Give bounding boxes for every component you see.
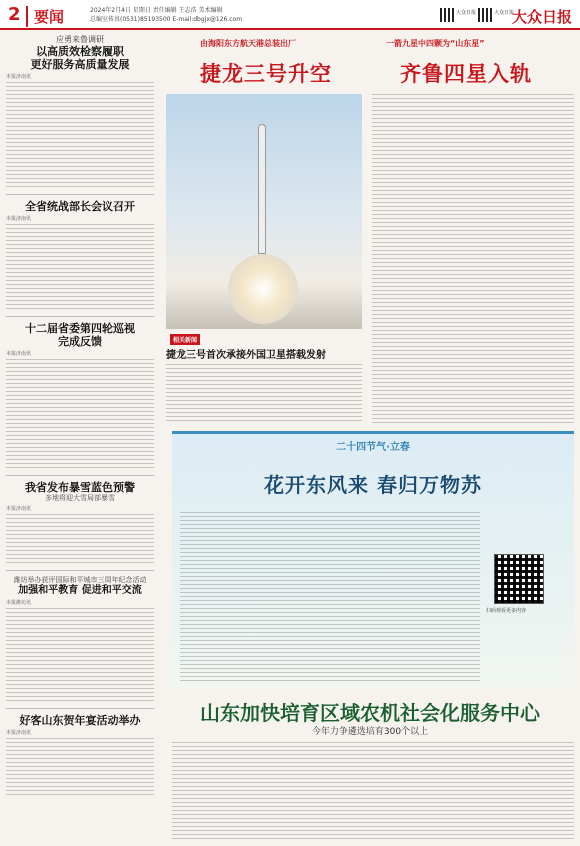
article-body [6, 224, 154, 312]
article-body [6, 738, 154, 798]
article[interactable] [6, 322, 154, 476]
article-byline: 本报济南讯 [6, 74, 32, 80]
section-name: 要闻 [26, 6, 64, 27]
spring-feature-box[interactable] [172, 431, 574, 689]
photo-caption[interactable]: 捷龙三号首次承接外国卫星搭载发射 [166, 350, 326, 361]
top-story-kicker: 由海阳东方航天港总装出厂 [200, 39, 296, 48]
qr-code-icon[interactable] [478, 8, 492, 22]
article-body [6, 514, 154, 566]
launch-smoke [228, 254, 298, 324]
article-body [6, 359, 154, 471]
article-title[interactable]: 全省统战部长会议召开 [25, 200, 135, 213]
info-line-1: 2024年2月4日 星期日 责任编辑 王志浩 美术编辑 [90, 7, 223, 14]
article-byline: 本报潍坊讯 [6, 600, 32, 606]
rocket-launch-photo[interactable] [166, 94, 362, 329]
rocket-icon [258, 124, 266, 254]
top-story-body [166, 364, 362, 424]
article[interactable] [6, 576, 154, 709]
left-column [0, 34, 160, 846]
article-byline: 本报济南讯 [6, 730, 32, 736]
spring-body [180, 512, 480, 682]
article[interactable] [6, 34, 154, 195]
related-news-tag: 相关新闻 [170, 334, 200, 345]
qr-code-icon[interactable] [494, 554, 544, 604]
article[interactable] [6, 481, 154, 571]
article-subtitle: 多地将迎大雪局部暴雪 [45, 494, 115, 502]
article[interactable] [6, 200, 154, 317]
second-story-title[interactable]: 齐鲁四星入轨 [400, 61, 532, 86]
article-byline: 本报济南讯 [6, 351, 32, 357]
article-byline: 本报济南讯 [6, 506, 32, 512]
article-title[interactable]: 好客山东贺年宴活动举办 [19, 714, 141, 727]
qr-label-2: 大众日报 [494, 10, 515, 16]
article-kicker: 潍坊举办获评国际和平城市三周年纪念活动 [13, 576, 147, 584]
second-story-body [372, 94, 574, 424]
second-story-kicker: 一箭九星中四颗为“山东星” [386, 39, 485, 48]
bottom-story-subtitle: 今年力争遴选培育300个以上 [311, 727, 429, 737]
qr-caption: 扫码观看更多内容 [486, 608, 527, 614]
spring-section-label: 二十四节气·立春 [336, 442, 410, 453]
bottom-story-title[interactable]: 山东加快培育区域农机社会化服务中心 [200, 701, 540, 725]
page-number: 2 [8, 4, 21, 25]
bottom-story-body [172, 742, 574, 840]
qr-code-icon[interactable] [440, 8, 454, 22]
article-title[interactable]: 十二届省委第四轮巡视 完成反馈 [25, 322, 135, 348]
qr-label-1: 大众日报 [456, 10, 477, 16]
article[interactable] [6, 714, 154, 802]
article-title[interactable]: 以高质效检察履职 更好服务高质量发展 [30, 45, 130, 71]
top-story-title[interactable]: 捷龙三号升空 [200, 61, 332, 86]
newspaper-logo: 大众日报 [511, 8, 572, 26]
article-title[interactable]: 我省发布暴雪蓝色预警 [25, 481, 135, 494]
info-line-2: 总编室传真(0531)85193500 E-mail:dbgjx@126.com [90, 16, 243, 23]
masthead [0, 0, 580, 30]
spring-title[interactable]: 花开东风来 春归万物苏 [264, 473, 482, 497]
page-info [90, 6, 242, 24]
article-byline: 本报济南讯 [6, 216, 32, 222]
article-body [6, 608, 154, 704]
article-kicker: 应勇来鲁调研 [56, 35, 104, 44]
article-title[interactable]: 加强和平教育 促进和平交流 [18, 585, 142, 596]
article-body [6, 82, 154, 190]
